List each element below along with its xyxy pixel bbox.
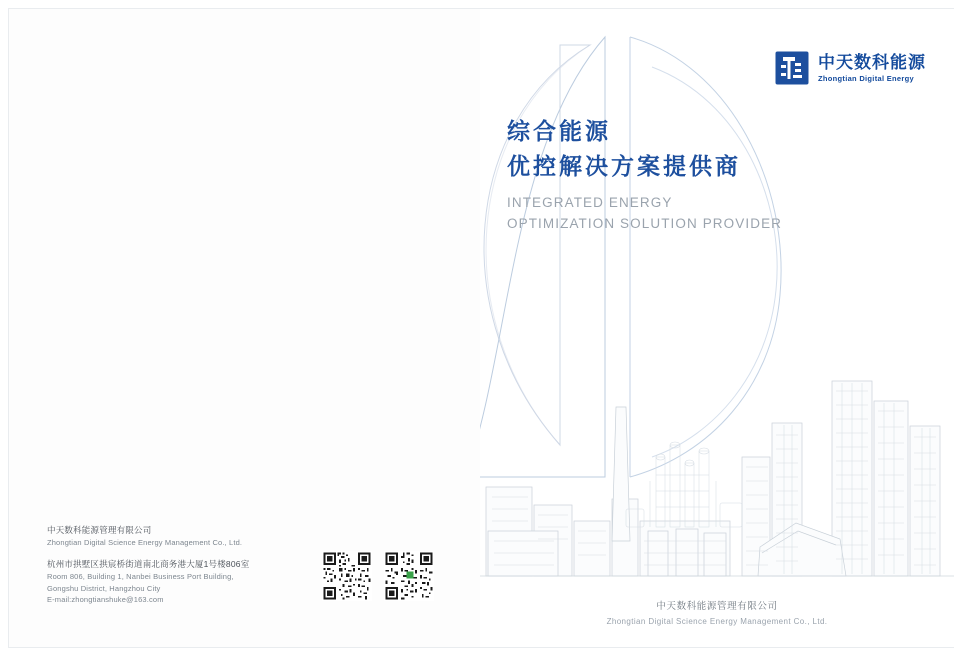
contact-address-cn: 杭州市拱墅区拱宸桥街道南北商务港大厦1号楼806室 — [47, 558, 250, 569]
front-cover-footer — [480, 599, 954, 629]
headline-cn-line1: 综合能源 — [507, 118, 611, 144]
qr-code-wechat[interactable] — [322, 551, 372, 601]
qr-code-row — [322, 551, 434, 601]
front-footer-company-cn: 中天数科能源管理有限公司 — [656, 601, 778, 613]
contact-email: E-mail:zhongtianshuke@163.com — [47, 595, 164, 605]
contact-company-cn: 中天数科能源管理有限公司 — [47, 525, 152, 536]
qr-code-website[interactable] — [384, 551, 434, 601]
headline-en-line2: OPTIMIZATION SOLUTION PROVIDER — [507, 215, 783, 231]
cover-headline — [507, 114, 937, 235]
logo-text-en: Zhongtian Digital Energy — [818, 73, 914, 83]
headline-cn-line2: 优控解决方案提供商 — [507, 152, 741, 179]
contact-address-en-1: Room 806, Building 1, Nanbei Business Port Building, — [47, 572, 234, 582]
zt-monogram-icon — [775, 51, 809, 85]
watermark-graphic — [480, 15, 954, 495]
logo-text-cn: 中天数科能源 — [818, 52, 926, 72]
brand-logo — [775, 51, 926, 85]
contact-spacer — [47, 549, 297, 558]
contact-block — [47, 524, 297, 606]
city-skyline-illustration — [480, 371, 954, 601]
headline-en-line1: INTEGRATED ENERGY — [507, 195, 673, 210]
front-cover-panel — [480, 9, 954, 647]
contact-company-en: Zhongtian Digital Science Energy Management Co., Ltd. — [47, 538, 243, 548]
contact-address-en-2: Gongshu District, Hangzhou City — [47, 583, 161, 593]
front-footer-company-en: Zhongtian Digital Science Energy Management Co., Ltd. — [606, 617, 828, 627]
